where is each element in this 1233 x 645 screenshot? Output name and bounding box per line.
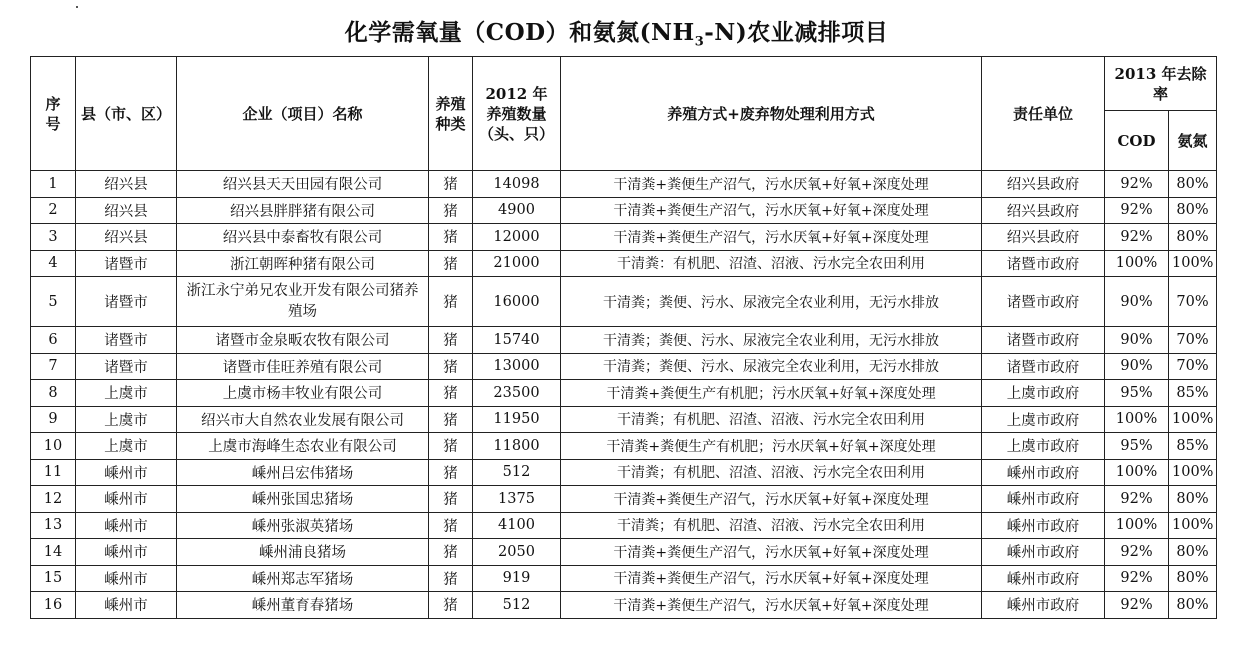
cell-county: 诸暨市 <box>76 277 177 327</box>
table-row <box>31 433 1217 460</box>
cell-unit: 诸暨市政府 <box>982 353 1105 380</box>
cell-unit: 诸暨市政府 <box>982 277 1105 327</box>
cell-cod: 92% <box>1105 171 1169 198</box>
cell-seq: 8 <box>31 380 76 407</box>
cell-unit: 嵊州市政府 <box>982 592 1105 619</box>
cell-cod: 90% <box>1105 353 1169 380</box>
cell-nh3: 85% <box>1169 380 1217 407</box>
cell-seq: 10 <box>31 433 76 460</box>
header-method: 养殖方式+废弃物处理利用方式 <box>561 57 982 171</box>
cell-nh3: 100% <box>1169 406 1217 433</box>
cell-cod: 92% <box>1105 197 1169 224</box>
title-subscript: 3 <box>694 34 705 50</box>
cell-unit: 绍兴县政府 <box>982 197 1105 224</box>
cell-count: 4100 <box>473 512 561 539</box>
table-row <box>31 353 1217 380</box>
cell-seq: 1 <box>31 171 76 198</box>
cell-company: 诸暨市金泉畈农牧有限公司 <box>177 327 429 354</box>
cell-nh3: 80% <box>1169 539 1217 566</box>
cell-type: 猪 <box>429 353 473 380</box>
cell-company: 绍兴县天天田园有限公司 <box>177 171 429 198</box>
cell-count: 13000 <box>473 353 561 380</box>
cell-company: 嵊州浦良猪场 <box>177 539 429 566</box>
table-row <box>31 327 1217 354</box>
cell-unit: 绍兴县政府 <box>982 171 1105 198</box>
cell-county: 诸暨市 <box>76 353 177 380</box>
cell-type: 猪 <box>429 197 473 224</box>
table-row <box>31 512 1217 539</box>
cell-cod: 92% <box>1105 539 1169 566</box>
cell-cod: 100% <box>1105 250 1169 277</box>
cell-cod: 100% <box>1105 406 1169 433</box>
table-row <box>31 224 1217 251</box>
cell-type: 猪 <box>429 277 473 327</box>
title-main: 化学需氧量（COD）和氨氮(NH <box>344 19 695 46</box>
cell-county: 嵊州市 <box>76 592 177 619</box>
cell-count: 919 <box>473 565 561 592</box>
cell-county: 绍兴县 <box>76 171 177 198</box>
cell-nh3: 100% <box>1169 250 1217 277</box>
cell-cod: 90% <box>1105 277 1169 327</box>
cell-nh3: 80% <box>1169 197 1217 224</box>
cell-unit: 嵊州市政府 <box>982 459 1105 486</box>
cell-cod: 90% <box>1105 327 1169 354</box>
cell-type: 猪 <box>429 406 473 433</box>
cell-nh3: 80% <box>1169 486 1217 513</box>
scan-speck <box>76 6 78 8</box>
cell-company: 绍兴县胖胖猪有限公司 <box>177 197 429 224</box>
cell-unit: 诸暨市政府 <box>982 327 1105 354</box>
cell-count: 11800 <box>473 433 561 460</box>
cell-seq: 6 <box>31 327 76 354</box>
cell-cod: 100% <box>1105 459 1169 486</box>
cell-company: 浙江永宁弟兄农业开发有限公司猪养殖场 <box>177 277 429 327</box>
cell-nh3: 80% <box>1169 565 1217 592</box>
table-row <box>31 486 1217 513</box>
cell-type: 猪 <box>429 565 473 592</box>
header-row-top <box>31 57 1217 111</box>
cell-county: 嵊州市 <box>76 459 177 486</box>
cell-county: 嵊州市 <box>76 539 177 566</box>
cell-method: 干清粪+粪便生产沼气，污水厌氧+好氧+深度处理 <box>561 592 982 619</box>
table-row <box>31 406 1217 433</box>
cell-company: 诸暨市佳旺养殖有限公司 <box>177 353 429 380</box>
cell-seq: 4 <box>31 250 76 277</box>
table-body <box>31 171 1217 619</box>
cell-seq: 16 <box>31 592 76 619</box>
cell-method: 干清粪；粪便、污水、尿液完全农业利用，无污水排放 <box>561 353 982 380</box>
cell-count: 15740 <box>473 327 561 354</box>
cell-type: 猪 <box>429 459 473 486</box>
cell-unit: 嵊州市政府 <box>982 539 1105 566</box>
cell-nh3: 80% <box>1169 592 1217 619</box>
cell-county: 嵊州市 <box>76 486 177 513</box>
cell-company: 浙江朝晖种猪有限公司 <box>177 250 429 277</box>
cell-seq: 7 <box>31 353 76 380</box>
cell-county: 嵊州市 <box>76 512 177 539</box>
cell-nh3: 100% <box>1169 459 1217 486</box>
cell-seq: 11 <box>31 459 76 486</box>
cell-county: 上虞市 <box>76 433 177 460</box>
cell-unit: 上虞市政府 <box>982 380 1105 407</box>
cell-seq: 12 <box>31 486 76 513</box>
table-row <box>31 592 1217 619</box>
table-row <box>31 250 1217 277</box>
project-table <box>30 56 1217 619</box>
cell-seq: 5 <box>31 277 76 327</box>
cell-unit: 上虞市政府 <box>982 433 1105 460</box>
header-count: 2012 年 养殖数量 （头、只） <box>473 57 561 171</box>
cell-method: 干清粪+粪便生产沼气，污水厌氧+好氧+深度处理 <box>561 565 982 592</box>
cell-count: 2050 <box>473 539 561 566</box>
cell-company: 绍兴县中泰畜牧有限公司 <box>177 224 429 251</box>
table-row <box>31 380 1217 407</box>
cell-type: 猪 <box>429 486 473 513</box>
cell-company: 嵊州张国忠猪场 <box>177 486 429 513</box>
header-seq: 序 号 <box>31 57 76 171</box>
cell-method: 干清粪：有机肥、沼渣、沼液、污水完全农田利用 <box>561 250 982 277</box>
cell-company: 上虞市杨丰牧业有限公司 <box>177 380 429 407</box>
cell-seq: 3 <box>31 224 76 251</box>
table-row <box>31 539 1217 566</box>
header-type: 养殖 种类 <box>429 57 473 171</box>
cell-county: 绍兴县 <box>76 224 177 251</box>
cell-count: 12000 <box>473 224 561 251</box>
header-county: 县（市、区） <box>76 57 177 171</box>
cell-count: 512 <box>473 459 561 486</box>
cell-type: 猪 <box>429 433 473 460</box>
cell-nh3: 70% <box>1169 353 1217 380</box>
table-row <box>31 277 1217 327</box>
cell-type: 猪 <box>429 327 473 354</box>
cell-company: 嵊州郑志军猪场 <box>177 565 429 592</box>
cell-method: 干清粪+粪便生产沼气，污水厌氧+好氧+深度处理 <box>561 197 982 224</box>
cell-nh3: 80% <box>1169 224 1217 251</box>
cell-seq: 15 <box>31 565 76 592</box>
cell-method: 干清粪；有机肥、沼渣、沼液、污水完全农田利用 <box>561 459 982 486</box>
cell-company: 上虞市海峰生态农业有限公司 <box>177 433 429 460</box>
cell-count: 21000 <box>473 250 561 277</box>
cell-method: 干清粪+粪便生产沼气，污水厌氧+好氧+深度处理 <box>561 486 982 513</box>
cell-method: 干清粪；有机肥、沼渣、沼液、污水完全农田利用 <box>561 512 982 539</box>
cell-method: 干清粪+粪便生产沼气，污水厌氧+好氧+深度处理 <box>561 539 982 566</box>
cell-seq: 13 <box>31 512 76 539</box>
cell-type: 猪 <box>429 171 473 198</box>
cell-seq: 2 <box>31 197 76 224</box>
header-unit: 责任单位 <box>982 57 1105 171</box>
cell-county: 诸暨市 <box>76 250 177 277</box>
cell-type: 猪 <box>429 224 473 251</box>
cell-company: 嵊州张淑英猪场 <box>177 512 429 539</box>
cell-type: 猪 <box>429 512 473 539</box>
cell-county: 绍兴县 <box>76 197 177 224</box>
cell-cod: 95% <box>1105 433 1169 460</box>
cell-type: 猪 <box>429 380 473 407</box>
cell-count: 11950 <box>473 406 561 433</box>
cell-cod: 92% <box>1105 486 1169 513</box>
cell-method: 干清粪；粪便、污水、尿液完全农业利用，无污水排放 <box>561 277 982 327</box>
cell-unit: 嵊州市政府 <box>982 512 1105 539</box>
table-row <box>31 197 1217 224</box>
cell-county: 上虞市 <box>76 406 177 433</box>
cell-unit: 绍兴县政府 <box>982 224 1105 251</box>
cell-nh3: 80% <box>1169 171 1217 198</box>
cell-cod: 92% <box>1105 565 1169 592</box>
cell-count: 1375 <box>473 486 561 513</box>
cell-type: 猪 <box>429 250 473 277</box>
cell-unit: 嵊州市政府 <box>982 486 1105 513</box>
cell-count: 16000 <box>473 277 561 327</box>
cell-company: 嵊州董育春猪场 <box>177 592 429 619</box>
cell-unit: 嵊州市政府 <box>982 565 1105 592</box>
cell-count: 23500 <box>473 380 561 407</box>
header-nh3: 氨氮 <box>1169 111 1217 171</box>
table-row <box>31 565 1217 592</box>
cell-method: 干清粪+粪便生产沼气，污水厌氧+好氧+深度处理 <box>561 171 982 198</box>
cell-nh3: 100% <box>1169 512 1217 539</box>
cell-cod: 92% <box>1105 224 1169 251</box>
cell-county: 诸暨市 <box>76 327 177 354</box>
cell-county: 嵊州市 <box>76 565 177 592</box>
cell-cod: 100% <box>1105 512 1169 539</box>
cell-cod: 95% <box>1105 380 1169 407</box>
cell-cod: 92% <box>1105 592 1169 619</box>
cell-company: 嵊州吕宏伟猪场 <box>177 459 429 486</box>
cell-type: 猪 <box>429 539 473 566</box>
cell-count: 4900 <box>473 197 561 224</box>
cell-method: 干清粪+粪便生产有机肥；污水厌氧+好氧+深度处理 <box>561 380 982 407</box>
cell-county: 上虞市 <box>76 380 177 407</box>
table-row <box>31 171 1217 198</box>
cell-nh3: 70% <box>1169 277 1217 327</box>
cell-unit: 诸暨市政府 <box>982 250 1105 277</box>
cell-unit: 上虞市政府 <box>982 406 1105 433</box>
cell-company: 绍兴市大自然农业发展有限公司 <box>177 406 429 433</box>
table-row <box>31 459 1217 486</box>
title-tail: -N)农业减排项目 <box>704 19 889 46</box>
header-company: 企业（项目）名称 <box>177 57 429 171</box>
cell-count: 512 <box>473 592 561 619</box>
cell-method: 干清粪；粪便、污水、尿液完全农业利用，无污水排放 <box>561 327 982 354</box>
header-rate-group: 2013 年去除率 <box>1105 57 1217 111</box>
header-cod: COD <box>1105 111 1169 171</box>
cell-method: 干清粪；有机肥、沼渣、沼液、污水完全农田利用 <box>561 406 982 433</box>
cell-nh3: 85% <box>1169 433 1217 460</box>
cell-count: 14098 <box>473 171 561 198</box>
cell-nh3: 70% <box>1169 327 1217 354</box>
cell-type: 猪 <box>429 592 473 619</box>
cell-seq: 14 <box>31 539 76 566</box>
page-title <box>0 14 1233 50</box>
cell-method: 干清粪+粪便生产有机肥；污水厌氧+好氧+深度处理 <box>561 433 982 460</box>
cell-seq: 9 <box>31 406 76 433</box>
cell-method: 干清粪+粪便生产沼气，污水厌氧+好氧+深度处理 <box>561 224 982 251</box>
